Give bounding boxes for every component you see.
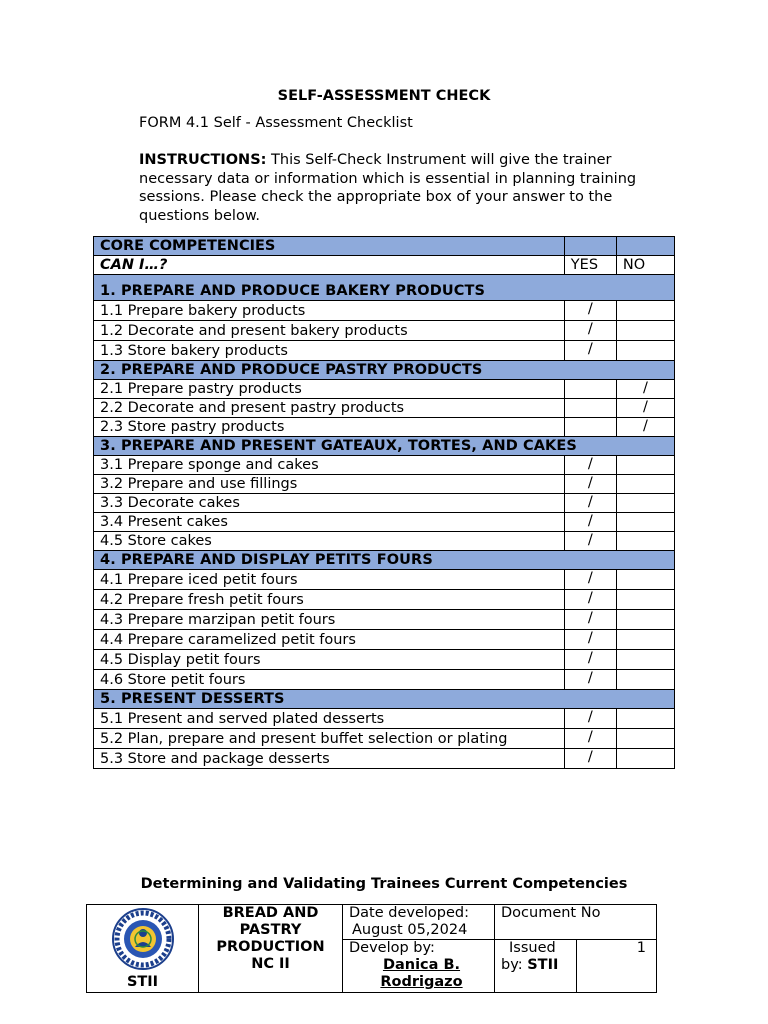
no-checkbox[interactable] (616, 475, 674, 494)
no-checkbox[interactable] (616, 321, 674, 341)
table-row (94, 494, 675, 513)
no-header-blank (616, 237, 674, 256)
table-row (94, 749, 675, 769)
table-row (94, 513, 675, 532)
developer-name-line: Rodrigazo (380, 974, 463, 990)
table-row (94, 380, 675, 399)
develop-by-label: Develop by: (349, 940, 435, 956)
issued-by-cell (495, 940, 577, 993)
developer-cell (343, 940, 495, 993)
table-row (94, 475, 675, 494)
table-row (94, 321, 675, 341)
section-header: 4. PREPARE AND DISPLAY PETITS FOURS (94, 551, 675, 570)
no-checkbox[interactable]: / (616, 380, 674, 399)
competency-item: 3.2 Prepare and use fillings (94, 475, 565, 494)
competency-item: 1.1 Prepare bakery products (94, 301, 565, 321)
table-row (94, 570, 675, 590)
no-column-header: NO (616, 256, 674, 275)
program-line: PRODUCTION (216, 939, 325, 955)
yes-header-blank (564, 237, 616, 256)
table-row (94, 650, 675, 670)
table-row (94, 418, 675, 437)
table-row (94, 341, 675, 361)
yes-checkbox[interactable] (564, 380, 616, 399)
yes-checkbox[interactable]: / (564, 630, 616, 650)
page-number-cell (577, 940, 657, 993)
no-checkbox[interactable] (616, 570, 674, 590)
instructions-label: INSTRUCTIONS: (139, 152, 267, 168)
competency-item: 5.2 Plan, prepare and present buffet selection or plating (94, 729, 565, 749)
program-cell (199, 905, 343, 993)
instructions-text: This Self-Check Instrument will give the trainer necessary data or information which is essential in planning training sessions. Please check the appropriate box of your answer to the questions below. (139, 152, 637, 224)
yes-checkbox[interactable]: / (564, 570, 616, 590)
issued-label: Issued (509, 940, 556, 956)
no-checkbox[interactable] (616, 590, 674, 610)
table-row (94, 709, 675, 729)
no-checkbox[interactable] (616, 670, 674, 690)
no-checkbox[interactable] (616, 513, 674, 532)
page-number: 1 (636, 940, 647, 956)
table-row (94, 301, 675, 321)
document-no-label: Document No (501, 905, 601, 921)
yes-checkbox[interactable] (564, 418, 616, 437)
competency-item: 4.3 Prepare marzipan petit fours (94, 610, 565, 630)
competency-item: 2.2 Decorate and present pastry products (94, 399, 565, 418)
competency-item: 4.5 Store cakes (94, 532, 565, 551)
table-row (94, 610, 675, 630)
table-row (94, 532, 675, 551)
table-row (94, 670, 675, 690)
competency-item: 3.4 Present cakes (94, 513, 565, 532)
no-checkbox[interactable] (616, 341, 674, 361)
competency-item: 3.1 Prepare sponge and cakes (94, 456, 565, 475)
competency-item: 4.5 Display petit fours (94, 650, 565, 670)
date-developed-value: August 05,2024 (352, 922, 468, 938)
program-line: BREAD AND (222, 905, 319, 921)
stii-logo-icon (111, 907, 175, 971)
date-developed-label: Date developed: (349, 905, 470, 921)
no-checkbox[interactable] (616, 456, 674, 475)
yes-checkbox[interactable]: / (564, 650, 616, 670)
program-line: PASTRY (239, 922, 302, 938)
section-header: 2. PREPARE AND PRODUCE PASTRY PRODUCTS (94, 361, 675, 380)
yes-checkbox[interactable]: / (564, 670, 616, 690)
competency-item: 2.3 Store pastry products (94, 418, 565, 437)
no-checkbox[interactable] (616, 709, 674, 729)
competency-item: 2.1 Prepare pastry products (94, 380, 565, 399)
yes-checkbox[interactable]: / (564, 321, 616, 341)
yes-checkbox[interactable]: / (564, 532, 616, 551)
no-checkbox[interactable] (616, 650, 674, 670)
no-checkbox[interactable] (616, 749, 674, 769)
table-row (94, 590, 675, 610)
table-row (94, 729, 675, 749)
no-checkbox[interactable] (616, 532, 674, 551)
can-i-label: CAN I…? (94, 256, 565, 275)
developer-name-line: Danica B. (382, 957, 461, 973)
competency-checklist (93, 236, 675, 769)
page-title: SELF-ASSESSMENT CHECK (277, 88, 491, 104)
yes-checkbox[interactable]: / (564, 341, 616, 361)
competency-item: 3.3 Decorate cakes (94, 494, 565, 513)
issued-by-value: STII (527, 957, 559, 973)
competency-item: 4.6 Store petit fours (94, 670, 565, 690)
document-no-cell (495, 905, 657, 940)
no-checkbox[interactable] (616, 630, 674, 650)
footer-table (86, 904, 657, 993)
form-label: FORM 4.1 Self - Assessment Checklist (139, 115, 413, 131)
yes-checkbox[interactable]: / (564, 610, 616, 630)
competency-item: 1.3 Store bakery products (94, 341, 565, 361)
date-developed-cell (343, 905, 495, 940)
yes-checkbox[interactable]: / (564, 475, 616, 494)
section-header: 3. PREPARE AND PRESENT GATEAUX, TORTES, AND CAKES (94, 437, 675, 456)
yes-column-header: YES (564, 256, 616, 275)
no-checkbox[interactable] (616, 301, 674, 321)
no-checkbox[interactable]: / (616, 418, 674, 437)
yes-checkbox[interactable]: / (564, 590, 616, 610)
no-checkbox[interactable] (616, 729, 674, 749)
yes-checkbox[interactable]: / (564, 749, 616, 769)
instructions (139, 151, 679, 225)
developer-name (349, 957, 494, 991)
yes-checkbox[interactable] (564, 399, 616, 418)
yes-checkbox[interactable]: / (564, 513, 616, 532)
table-row (94, 456, 675, 475)
yes-checkbox[interactable]: / (564, 456, 616, 475)
core-competencies-header: CORE COMPETENCIES (94, 237, 565, 256)
footer-title: Determining and Validating Trainees Current Competencies (140, 876, 628, 892)
no-checkbox[interactable]: / (616, 399, 674, 418)
table-row (94, 630, 675, 650)
yes-checkbox[interactable]: / (564, 729, 616, 749)
competency-item: 1.2 Decorate and present bakery products (94, 321, 565, 341)
competency-item: 4.2 Prepare fresh petit fours (94, 590, 565, 610)
section-header: 1. PREPARE AND PRODUCE BAKERY PRODUCTS (94, 275, 675, 301)
no-checkbox[interactable] (616, 610, 674, 630)
no-checkbox[interactable] (616, 494, 674, 513)
section-header: 5. PRESENT DESSERTS (94, 690, 675, 709)
competency-item: 4.1 Prepare iced petit fours (94, 570, 565, 590)
table-row (94, 399, 675, 418)
yes-checkbox[interactable]: / (564, 301, 616, 321)
issued-by-label: by: (501, 957, 523, 973)
logo-cell (87, 905, 199, 993)
competency-item: 5.3 Store and package desserts (94, 749, 565, 769)
yes-checkbox[interactable]: / (564, 709, 616, 729)
logo-label: STII (126, 974, 159, 990)
competency-item: 5.1 Present and served plated desserts (94, 709, 565, 729)
competency-item: 4.4 Prepare caramelized petit fours (94, 630, 565, 650)
program-line: NC II (251, 956, 290, 972)
yes-checkbox[interactable]: / (564, 494, 616, 513)
